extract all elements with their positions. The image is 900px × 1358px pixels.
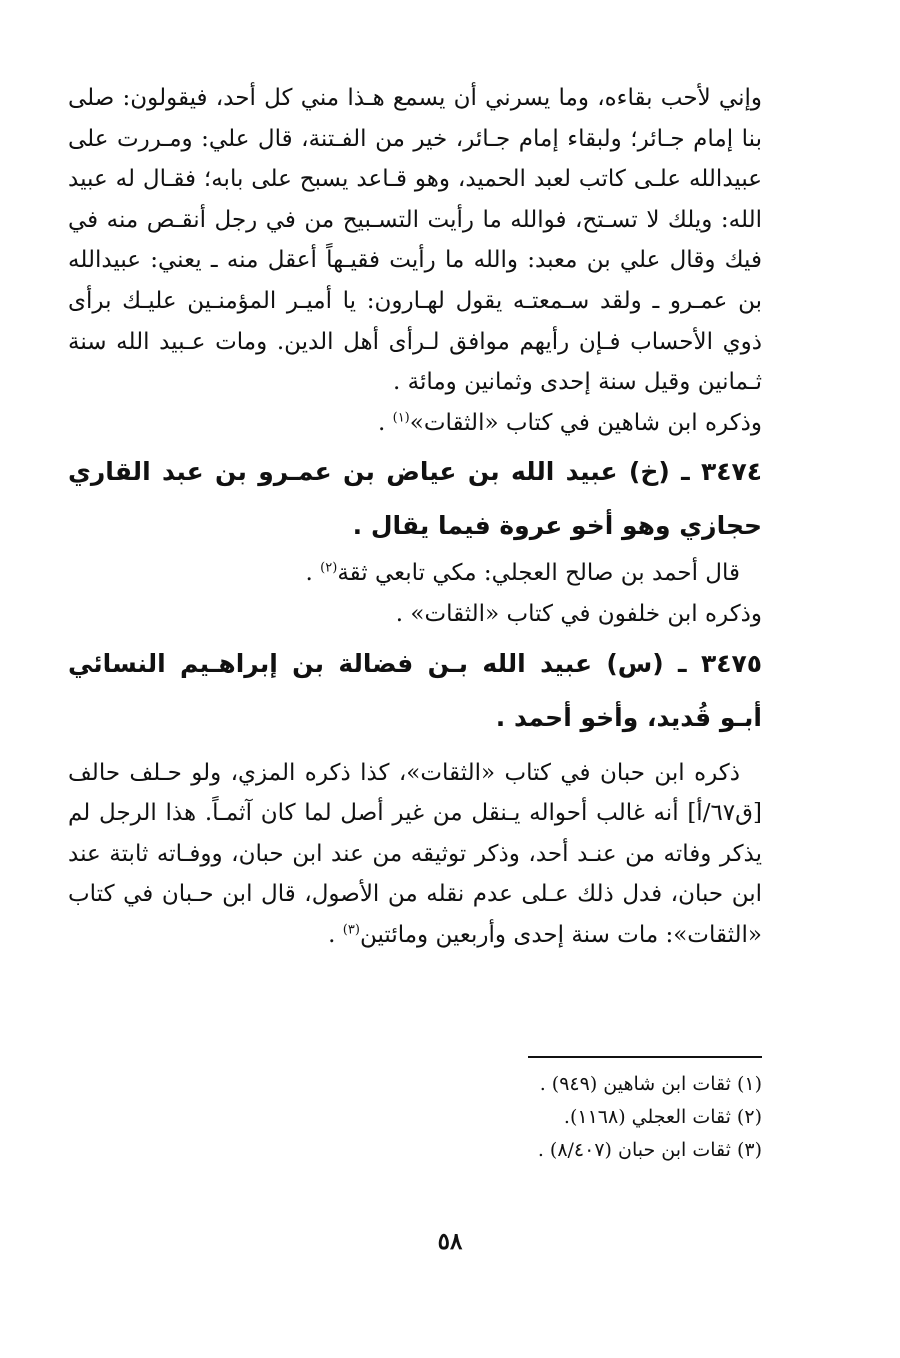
paragraph-continuation: وإني لأحب بقاءه، وما يسرني أن يسمع هـذا مني كل أحد، فيقولون: صلى بنا إمام جـائر؛ ولبقاء إمام جـائر، خير من الفـتنة، قال علي: ومـررت على عبيدالله علـى كاتب لعبد الحميد، وهو قـاعد يسبح على بابه؛ فقـال له عبيد الله: ويلك لا تسـتح، فوالله ما رأيت التسـبيح من في رجل أنقـص منه في فيك وقال علي بن معبد: والله ما رأيت فقيـهاً أعقل منه ـ يعني: عبيدالله بن عمـرو ـ ولقد سـمعتـه يقول لهـارون: يا أميـر المؤمنـين عليـك برأى ذوي الأحساب فـإن رأيهم موافق لـرأى أهل الدين. ومات عـبيد الله سنة ثـمانين وقيل سنة إحدى وثمانين ومائة . (68, 85, 762, 396)
footnote-ref-3: (٣) (342, 922, 360, 938)
paragraph-end: . (377, 409, 393, 436)
paragraph-end: . (328, 921, 343, 948)
footnote-ref-1: (١) (392, 410, 410, 426)
main-text (68, 78, 762, 956)
paragraph-text: قال أحمد بن صالح العجلي: مكي تابعي ثقة (337, 560, 740, 587)
paragraph-end: . (305, 560, 321, 587)
entry-3475-paragraph-1 (68, 753, 762, 956)
entry-3475-heading: ٣٤٧٥ ـ (س) عبيد الله بـن فضالة بن إبراهـيم النسائي أبـو قُديد، وأخو أحمد . (68, 648, 762, 732)
entry-3474-paragraph-1 (68, 553, 762, 594)
paragraph-text: ذكره ابن حبان في كتاب «الثقات»، كذا ذكره المزي، ولو حـلف حالف [ق٦٧/أ] أنه غالب أحواله يـنقل من غير أصل لما كان آثمـاً. هذا الرجل لم يذكر وفاته من عنـد أحد، وذكر توثيقه من عند ابن حبان، ووفـاته ثابتة عند ابن حبان، فدل ذلك عـلى عدم نقله من الأصول، قال ابن حـبان في كتاب «الثقات»: مات سنة إحدى وأربعين ومائتين (68, 759, 762, 948)
footnote-3: (٣) ثقات ابن حبان (٨/٤٠٧) . (537, 1139, 762, 1161)
entry-3474-heading: ٣٤٧٤ ـ (خ) عبيد الله بن عياض بن عمـرو بن عبد القاري حجازي وهو أخو عروة فيما يقال . (68, 457, 762, 541)
paragraph-text: وذكره ابن شاهين في كتاب «الثقات» (409, 409, 762, 436)
footnote-2: (٢) ثقات العجلي (١١٦٨). (563, 1106, 762, 1128)
footnote-1: (١) ثقات ابن شاهين (٩٤٩) . (539, 1073, 762, 1095)
footnote-ref-2: (٢) (320, 560, 338, 576)
page-number: ٥٨ (437, 1228, 463, 1255)
footnotes (262, 1068, 762, 1167)
entry-3474-paragraph-2: وذكره ابن خلفون في كتاب «الثقات» . (395, 600, 762, 627)
footnote-divider (528, 1056, 762, 1058)
paragraph-ibn-shahin (68, 403, 762, 444)
